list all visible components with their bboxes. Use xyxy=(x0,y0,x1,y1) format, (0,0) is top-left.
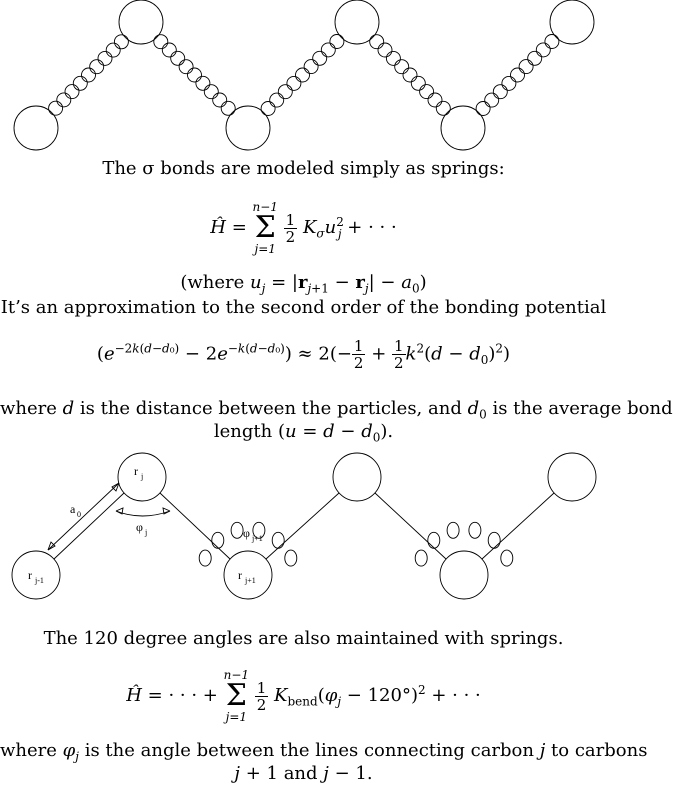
spring-coil xyxy=(485,93,499,107)
spring-coil xyxy=(428,93,442,107)
bend-spring-coil xyxy=(501,550,513,566)
spring-coil xyxy=(261,102,275,116)
atom xyxy=(119,0,163,44)
svg-text:0: 0 xyxy=(77,510,81,519)
spring-chain-diagram xyxy=(0,0,607,155)
atom xyxy=(440,551,488,599)
atom xyxy=(14,106,58,150)
spring-coil xyxy=(278,85,292,99)
bond-length-arrow xyxy=(48,483,119,550)
spring-coil xyxy=(179,60,193,74)
bend-spring-coil xyxy=(212,532,224,548)
label-phi-j: φ xyxy=(136,520,143,534)
spring-coil xyxy=(519,60,533,74)
spring-coil xyxy=(82,68,96,82)
where-d-text-2: length $(u = d - d_0)$. xyxy=(213,421,394,445)
spring-coil xyxy=(545,35,559,49)
bend-spring-coil xyxy=(231,522,243,538)
atom xyxy=(548,453,596,501)
spring-coil xyxy=(73,76,87,90)
spring-coil xyxy=(493,85,507,99)
atom xyxy=(226,106,270,150)
spring-coil xyxy=(476,102,490,116)
potential-approximation: $(e^{-2k(d-d_0)} - 2e^{-k(d-d_0)}) \approx 2(-$ $\frac{1}{2}$ + $\frac{1}{2}$ $k^2(d - d_0)^2$) xyxy=(96,337,511,372)
where-phi-text-2: j + 1 and j − 1. xyxy=(234,763,373,784)
spring-hamiltonian: Ĥ = n−1 Σ j=1 $\frac{1}{2}$ $K_\sigma u^2_j$ + · · · xyxy=(210,200,397,256)
spring-coil xyxy=(196,76,210,90)
atom xyxy=(333,453,381,501)
spring-coil xyxy=(221,101,235,115)
spring-coil xyxy=(114,35,128,49)
spring-coil xyxy=(420,85,434,99)
spring-coil xyxy=(154,35,168,49)
angles-text: The 120 degree angles are also maintained with springs. xyxy=(43,628,564,649)
spring-coil xyxy=(90,60,104,74)
bend-spring-coil xyxy=(199,550,211,566)
bend-spring-coil xyxy=(447,522,459,538)
label-r-j: r xyxy=(134,464,138,478)
spring-coil xyxy=(403,68,417,82)
angle-arc xyxy=(116,511,170,516)
spring-coil xyxy=(287,76,301,90)
where-d-text-1: where d is the distance between the particles, and $d_0$ is the average bond xyxy=(0,398,673,422)
spring-coil xyxy=(188,68,202,82)
spring-coil xyxy=(330,35,344,49)
svg-text:j-1: j-1 xyxy=(35,576,44,585)
sigma-intro-text: The σ bonds are modeled simply as springs: xyxy=(102,158,505,179)
bend-spring-coil xyxy=(272,532,284,548)
atom-r-j-1 xyxy=(12,551,60,599)
atom-r-j+1 xyxy=(224,551,272,599)
spring-coil xyxy=(204,85,218,99)
bend-hamiltonian: Ĥ = · · · + n−1 Σ j=1 $\frac{1}{2}$ $K_{bend}(\varphi_j - 120^\circ)^2$ + · · · xyxy=(126,668,481,724)
bend-spring-coil xyxy=(415,550,427,566)
spring-coil xyxy=(370,35,384,49)
spring-coil xyxy=(536,43,550,57)
label-a0: a xyxy=(70,502,76,516)
spring-coil xyxy=(213,93,227,107)
where-u-text: (where $u_j = |r_{j+1} - r_j| - a_0$) xyxy=(180,272,427,296)
spring-coil xyxy=(436,101,450,115)
spring-coil xyxy=(57,93,71,107)
bend-spring-coil xyxy=(488,532,500,548)
spring-coil xyxy=(65,85,79,99)
spring-coil xyxy=(296,68,310,82)
label-r-j-1: r xyxy=(28,568,32,582)
spring-coil xyxy=(386,51,400,65)
spring-coil xyxy=(502,76,516,90)
bend-spring-coil xyxy=(469,522,481,538)
spring-coil xyxy=(378,43,392,57)
approximation-text: It’s an approximation to the second order of the bonding potential xyxy=(0,297,607,318)
spring-coil xyxy=(270,93,284,107)
where-phi-text-1: where $\varphi_j$ is the angle between the lines connecting carbon j to carbons xyxy=(0,740,648,764)
spring-coil xyxy=(395,60,409,74)
atom xyxy=(441,106,485,150)
label-phi-j+1: φ xyxy=(243,526,250,540)
spring-coil xyxy=(98,51,112,65)
spring-coil xyxy=(411,76,425,90)
spring-coil xyxy=(313,51,327,65)
label-r-j+1: r xyxy=(238,568,242,582)
spring-coil xyxy=(304,60,318,74)
bond-angle-diagram xyxy=(0,455,607,625)
svg-text:j: j xyxy=(145,528,148,537)
spring-coil xyxy=(511,68,525,82)
spring-coil xyxy=(49,101,63,115)
atom xyxy=(335,0,379,44)
spring-coil xyxy=(321,43,335,57)
svg-text:j+1: j+1 xyxy=(245,576,256,585)
bend-spring-coil xyxy=(428,532,440,548)
atom xyxy=(550,0,594,44)
spring-coil xyxy=(171,51,185,65)
svg-text:j: j xyxy=(141,472,144,481)
svg-text:j+1: j+1 xyxy=(252,534,263,543)
spring-coil xyxy=(162,43,176,57)
spring-coil xyxy=(528,51,542,65)
bend-spring-coil xyxy=(285,550,297,566)
spring-coil xyxy=(106,43,120,57)
